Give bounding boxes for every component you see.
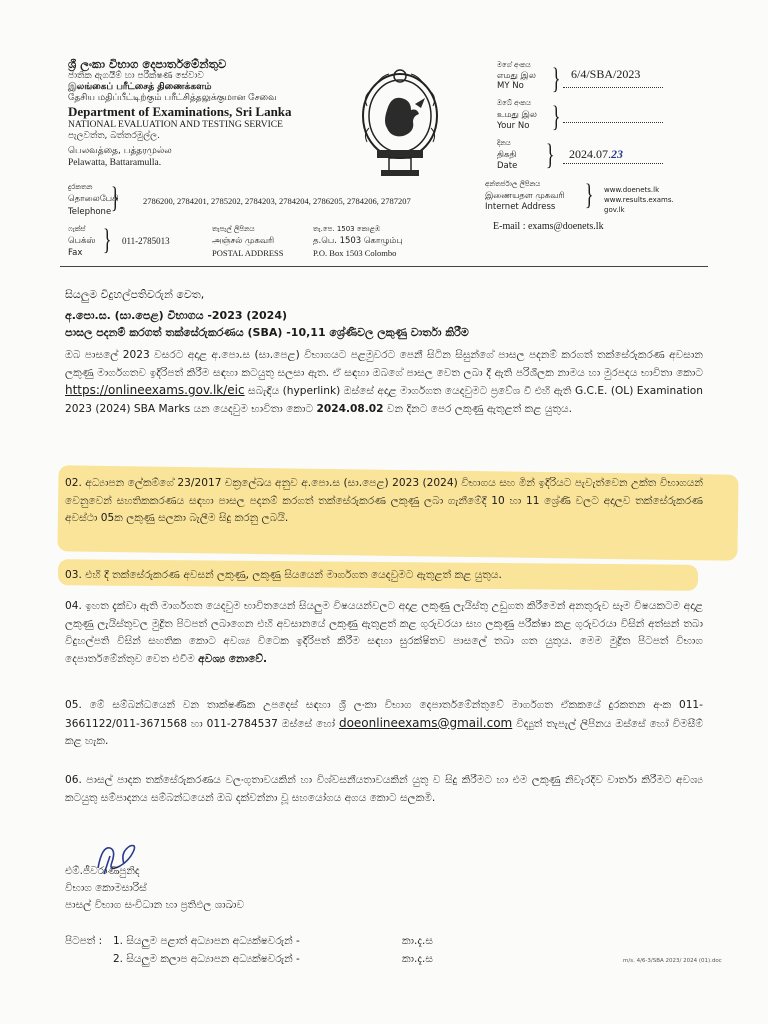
national-emblem bbox=[357, 66, 443, 180]
email-address[interactable]: E-mail : exams@doenets.lk bbox=[493, 221, 604, 232]
brace-my-no: } bbox=[551, 62, 561, 95]
copies-label: පිටපත් : bbox=[65, 935, 103, 947]
url-2[interactable]: www.results.exams. bbox=[604, 196, 674, 204]
paragraph-4: 04. ඉහත දැක්වා ඇති මාර්ගගත යෙදවුම භාවිතයෙන් සියලුම විෂයයන්වලට අදාළ ලකුණු ලැයිස්තු උඩුගත කිරීමෙන් අනතුරුව සෑම විෂයකටම අදාළ ලකුණු ලැයිස්තුවල මුද්‍රිත පිටපත් ලබාගෙන එහි අවසානයේ ලකුණු ඇතුළත් කළ ගුරුවරයා සහ ලකුණු පරීක්ෂා කළ ගුරුවරයා විසින් අත්සන් තබා විදුහල්පති විසින් සහතික කොට අවශ්‍ය විටෙක ඉදිරිපත් කිරීම සඳහා සුරක්ෂිතව පාසලේ තබා ගත යුතුය. මෙම මුද්‍රිත පිටපත් විභාග දෙපාර්තමේන්තුව වෙත එවීම අවශ්‍ය නොවේ. bbox=[65, 600, 703, 665]
your-no-label-tamil: உமது இல bbox=[497, 110, 537, 120]
emblem-icon bbox=[357, 66, 443, 180]
copy-item-1-suffix: කා.දැ.ස bbox=[402, 935, 433, 947]
date-dotted-line bbox=[563, 163, 663, 164]
internet-label-tamil: இணையதள முகவரி bbox=[485, 191, 565, 201]
my-no-label-tamil: எமது இல bbox=[497, 71, 536, 81]
paragraph-3: 03. එහි දී තක්සේරුකරණ අවසන් ලකුණු, ලකුණු සියයෙන් මාර්ගගත යෙදවුමට ඇතුළත් කළ යුතුය. bbox=[65, 569, 502, 581]
date-label-tamil: திகதி bbox=[497, 150, 517, 160]
telephone-label-sinhala: දුරකතන bbox=[68, 183, 93, 191]
your-no-label-sinhala: ඔබේ අංකය bbox=[497, 99, 531, 107]
signatory-name: එම්.ජීවරාණිපුනිද bbox=[65, 865, 140, 877]
paragraph-1: ඔබ පාසලේ 2023 වසරට අදාළ අ.පො.ස (සා.පෙළ) විභාගයට පළමුවරට පෙනී සිටින සිසුන්ගේ පාසල පදනම් කරගත් තක්සේරුකරණ අවසාන ලකුණු මාර්ගගතව ඉදිරිපත් කිරීම සඳහා කටයුතු සලසා ඇත. ඒ සඳහා ඔබගේ පාසල වෙත ලබා දී ඇති පරිශීලක නාමය හා මුරපදය භාවිතා කොට https://onlineexams.gov.lk/eic සබැඳිය (hyperlink) ඔස්සේ අදාළ මාර්ගගත යෙදවුමට ප්‍රවේශ වී එහි ඇති G.C.E. (OL) Examination 2023 (2024) SBA Marks යන යෙදවුම භාවිතා කොට 2024.08.02 වන දිනට පෙර ලකුණු ඇතුළත් කළ යුතුය. bbox=[65, 349, 703, 415]
brace-your-no: } bbox=[551, 100, 561, 133]
address-sinhala: පැලවත්ත, බත්තරමුල්ල. bbox=[68, 131, 160, 141]
pobox-english: P.O. Box 1503 Colombo bbox=[313, 248, 397, 258]
brace-internet: } bbox=[584, 178, 594, 211]
my-no-label-sinhala: මගේ අංකය bbox=[497, 61, 531, 69]
internet-label-english: Internet Address bbox=[485, 202, 556, 212]
brace-fax: } bbox=[102, 223, 112, 256]
hyperlink-eic[interactable]: https://onlineexams.gov.lk/eic bbox=[65, 383, 245, 398]
dept-name-sinhala: ශ්‍රී ලංකා විභාග දෙපාර්තමේන්තුව bbox=[68, 57, 227, 71]
paragraph-6: 06. පාසල් පාදක තක්සේරුකරණය වලංගුතාවයකින් හා විශ්වසනීයතාවයකින් යුතු ව සිදු කිරීමට හා එම ලකුණු නිවැරදිව වාර්තා කිරීමට අවශ්‍ය කටයුතු සම්පාදනය සම්බන්ධයෙන් ඔබ දක්වන්නා වූ සහයෝගය අගය කොට සලකමි. bbox=[65, 774, 703, 804]
subject-line-1: අ.පො.ස. (සා.පෙළ) විභාගය -2023 (2024) bbox=[65, 309, 287, 322]
brace-telephone: } bbox=[110, 181, 120, 214]
my-no-label-english: MY No bbox=[497, 81, 524, 91]
url-3[interactable]: gov.lk bbox=[604, 206, 625, 214]
letterhead-department bbox=[68, 57, 292, 169]
telephone-numbers: 2786200, 2784201, 2785202, 2784203, 2784204, 2786205, 2784206, 2787207 bbox=[143, 196, 411, 206]
fax-label-tamil: பெக்ஸ் bbox=[68, 236, 96, 246]
date-value: 2024.07.23 bbox=[569, 147, 623, 161]
paragraph-2: 02. අධ්‍යාපන ලේකම්ගේ 23/2017 චක්‍රලේඛය අනුව අ.පො.ස (සා.පෙළ) 2023 (2024) විභාගය සහ මින් ඉදිරියට පැවැත්වෙන උක්ත විභාගයන් වෙනුවෙන් සහතිකකරණය සඳහා පාසල පදනම් කරගත් තක්සේරුකරණ ලකුණු ලබා ගැනීමේදී 10 හා 11 ශ්‍රේණි වලට අදාලව තක්සේරුකරණ අවස්ථා 05ක ලකුණු සලකා බැලීම සිදු කරනු ලබයි. bbox=[65, 477, 703, 525]
service-name-sinhala: ජාතික ඇගයීම් හා පරීක්ෂණ සේවාව bbox=[68, 71, 204, 81]
your-no-dotted-line bbox=[563, 122, 663, 123]
service-name-tamil: தேசிய மதிப்பீட்டிற்கும் பரீட்சித்தலுக்குமான சேவை bbox=[68, 93, 277, 103]
dept-name-english: Department of Examinations, Sri Lanka bbox=[68, 104, 292, 119]
service-name-english: NATIONAL EVALUATION AND TESTING SERVICE bbox=[68, 120, 283, 130]
telephone-label-english: Telephone bbox=[68, 207, 112, 217]
footer-file-reference: m/s. 4/6-3/SBA 2023/ 2024 (01).doc bbox=[623, 958, 722, 964]
my-no-value: 6/4/SBA/2023 bbox=[571, 67, 641, 81]
url-1[interactable]: www.doenets.lk bbox=[604, 186, 660, 194]
telephone-label-tamil: தொலைபேசி bbox=[68, 194, 119, 204]
subject-line-2: පාසල පදනම් කරගත් තක්සේරුකරණය (SBA) -10,11 ශ්‍රේණිවල ලකුණු වාර්තා කිරීම bbox=[65, 326, 469, 339]
copy-item-1: 1. සියලුම පළාත් අධ්‍යාපන අධ්‍යක්ෂවරුන් - bbox=[113, 935, 300, 947]
letterhead-divider bbox=[60, 266, 708, 267]
pobox-tamil: த.பெ. 1503 கொழும்பு bbox=[313, 236, 403, 246]
address-english: Pelawatta, Battaramulla. bbox=[68, 158, 162, 168]
internet-label-sinhala: අන්තර්ජාල ලිපිනය bbox=[485, 180, 541, 188]
signatory-branch: පාසල් විභාග සංවිධාන හා ප්‍රතිඵල ශාඛාව bbox=[65, 899, 245, 911]
copy-item-2: 2. සියලුම කලාප අධ්‍යාපන අධ්‍යක්ෂවරුන් - bbox=[113, 953, 300, 965]
your-no-label-english: Your No bbox=[497, 121, 530, 131]
brace-date: } bbox=[545, 138, 555, 171]
email-link-onlineexams[interactable]: doeonlineexams@gmail.com bbox=[338, 715, 513, 730]
dept-name-tamil: இலங்கைப் பரீட்சைத் திணைக்களம் bbox=[68, 82, 212, 92]
paragraph-5: 05. මේ සම්බන්ධයෙන් වන තාක්ෂණික උපදෙස් සඳහා ශ්‍රී ලංකා විභාග දෙපාර්තමේන්තුවේ මාර්ගගත ඒකකයේ දුරකතන අංක 011-3661122/011-3671568 හා 011-2784537 ඔස්සේ හෝ doeonlineexams@gmail.com විද්‍යුත් තැපැල් ලිපිනය ඔස්සේ හෝ විමසීම් කළ හැක. bbox=[65, 699, 703, 748]
postal-label-english: POSTAL ADDRESS bbox=[212, 248, 284, 258]
fax-number: 011-2785013 bbox=[122, 236, 170, 246]
copy-item-2-suffix: කා.දැ.ස bbox=[402, 953, 433, 965]
fax-label-sinhala: ෆැක්ස් bbox=[68, 225, 86, 233]
date-label-sinhala: දිනය bbox=[497, 139, 511, 147]
postal-label-sinhala: තැපැල් ලිපිනය bbox=[212, 225, 255, 233]
date-handwritten-day: 23 bbox=[611, 147, 623, 161]
fax-label-english: Fax bbox=[68, 248, 83, 258]
my-no-dotted-line bbox=[563, 87, 663, 88]
salutation: සියලුම විදුහල්පතිවරුන් වෙත, bbox=[65, 288, 205, 301]
date-label-english: Date bbox=[497, 161, 518, 171]
address-tamil: பெலவத்தை, பத்தரமுல்ல bbox=[68, 146, 172, 156]
pobox-sinhala: තැ.පෙ. 1503 කොළඹ bbox=[313, 225, 381, 233]
postal-label-tamil: அஞ்சல் முகவரி bbox=[212, 236, 275, 246]
signatory-title: විභාග කොමසාරිස් bbox=[65, 882, 147, 894]
